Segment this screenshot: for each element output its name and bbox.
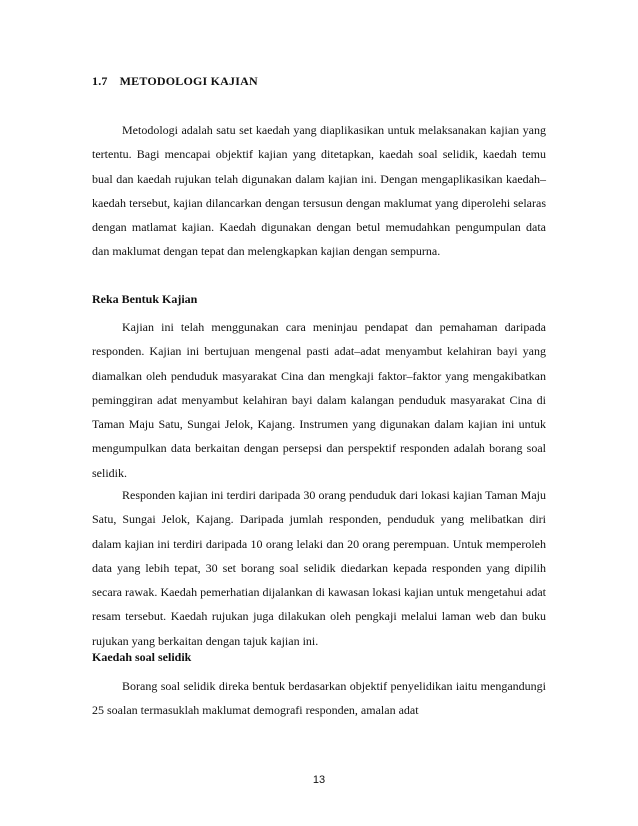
section-number: 1.7 [92, 74, 108, 88]
subheading-reka-bentuk-kajian: Reka Bentuk Kajian [92, 292, 198, 306]
paragraph-methodology: Metodologi adalah satu set kaedah yang diaplikasikan untuk melaksanakan kajian yang tertentu. Bagi mencapai objektif kajian yang ditetapkan, kaedah soal selidik, kaedah temu bual dan kaedah rujukan telah digunakan dalam kajian ini. Dengan mengaplikasikan kaedah–kaedah tersebut, kajian dilancarkan dengan tersusun dengan maklumat yang diperolehi selaras dengan matlamat kajian. Kaedah digunakan dengan betul memudahkan pengumpulan data dan maklumat dengan tepat dan melengkapkan kajian dengan sempurna. [92, 123, 546, 259]
paragraph-respondents: Responden kajian ini terdiri daripada 30 orang penduduk dari lokasi kajian Taman Maju Satu, Sungai Jelok, Kajang. Daripada jumlah responden, penduduk yang melibatkan diri dalam kajian ini terdiri daripada 10 orang lelaki dan 20 orang perempuan. Untuk memperoleh data yang lebih tepat, 30 set borang soal selidik diedarkan kepada responden yang dipilih secara rawak. Kaedah pemerhatian dijalankan di kawasan lokasi kajian untuk mengetahui adat resam tersebut. Kaedah rujukan juga dilakukan oleh pengkaji melalui laman web dan buku rujukan yang berkaitan dengan tajuk kajian ini. [92, 488, 546, 648]
subheading-kaedah-soal-selidik: Kaedah soal selidik [92, 650, 192, 664]
paragraph-questionnaire: Borang soal selidik direka bentuk berdasarkan objektif penyelidikan iaitu mengandungi 25 soalan termasuklah maklumat demografi responden, amalan adat [92, 679, 546, 718]
page-number: 13 [312, 774, 326, 786]
section-title: METODOLOGI KAJIAN [119, 74, 258, 88]
paragraph-research-design: Kajian ini telah menggunakan cara meninjau pendapat dan pemahaman daripada responden. Kajian ini bertujuan mengenal pasti adat–adat menyambut kelahiran bayi yang diamalkan oleh penduduk masyarakat Cina dan mengkaji faktor–faktor yang mengakibatkan peminggiran adat menyambut kelahiran bayi dalam kalangan penduduk masyarakat Cina di Taman Maju Satu, Sungai Jelok, Kajang. Instrumen yang digunakan dalam kajian ini untuk mengumpulkan data berkaitan dengan persepsi dan perspektif responden adalah borang soal selidik. [92, 320, 546, 480]
section-heading [92, 74, 258, 89]
